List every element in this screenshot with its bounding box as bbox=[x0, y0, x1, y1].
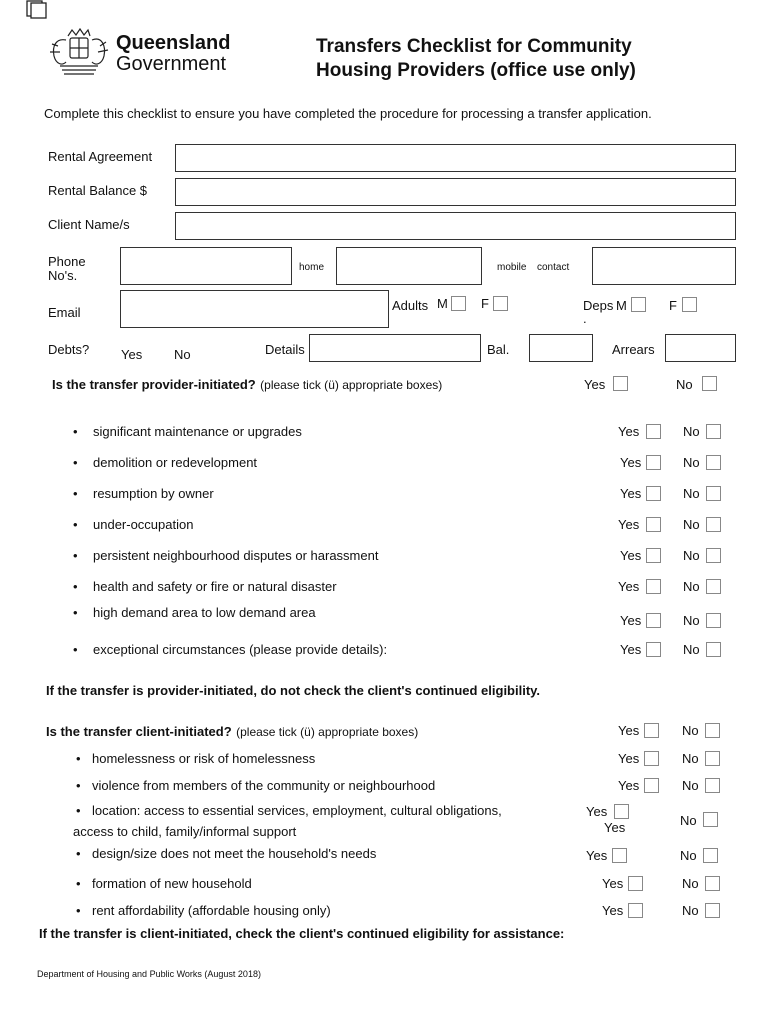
client-item-yes-label: Yes bbox=[618, 751, 640, 766]
client-item-no-label: No bbox=[682, 903, 699, 918]
bullet-icon: • bbox=[76, 903, 81, 918]
client-hint-post: ) appropriate boxes) bbox=[310, 725, 419, 739]
provider-item-yes-label: Yes bbox=[618, 424, 640, 439]
client-item-no-checkbox[interactable] bbox=[703, 848, 718, 863]
phone-label-line1: Phone bbox=[48, 254, 86, 269]
bullet-icon: • bbox=[73, 424, 78, 439]
provider-item-label: exceptional circumstances (please provide details): bbox=[93, 642, 388, 657]
page-title bbox=[316, 35, 636, 83]
provider-item-no-checkbox[interactable] bbox=[706, 486, 721, 501]
provider-note: If the transfer is provider-initiated, do not check the client's continued eligibility. bbox=[46, 683, 541, 698]
debts-yes[interactable]: Yes bbox=[121, 347, 143, 362]
client-item-no-label: No bbox=[682, 778, 699, 793]
deps-label: Deps bbox=[583, 298, 614, 313]
debts-no[interactable]: No bbox=[174, 347, 191, 362]
deps-m-checkbox[interactable] bbox=[631, 297, 646, 312]
provider-item-no-checkbox[interactable] bbox=[706, 548, 721, 563]
bullet-icon: • bbox=[76, 876, 81, 891]
bullet-icon: • bbox=[73, 579, 78, 594]
client-item-label: rent affordability (affordable housing only) bbox=[92, 903, 331, 918]
client-item-no-checkbox[interactable] bbox=[703, 812, 718, 827]
page-title-line2: Housing Providers (office use only) bbox=[316, 60, 636, 81]
bullet-icon: • bbox=[73, 517, 78, 532]
provider-item-yes-checkbox[interactable] bbox=[646, 517, 661, 532]
provider-item-yes-checkbox[interactable] bbox=[646, 579, 661, 594]
provider-item-no-label: No bbox=[683, 517, 700, 532]
client-hint-pre: (please tick ( bbox=[236, 725, 305, 739]
provider-item-no-checkbox[interactable] bbox=[706, 455, 721, 470]
rental-agreement-label: Rental Agreement bbox=[48, 149, 153, 164]
client-note: If the transfer is client-initiated, check the client's continued eligibility for assistance: bbox=[39, 926, 565, 941]
provider-item-yes-label: Yes bbox=[620, 548, 642, 563]
provider-item-yes-checkbox[interactable] bbox=[646, 455, 661, 470]
provider-no-label: No bbox=[676, 377, 693, 392]
client-yes-label: Yes bbox=[618, 723, 640, 738]
phone-label bbox=[48, 255, 86, 283]
client-item-yes-checkbox[interactable] bbox=[612, 848, 627, 863]
debts-label: Debts? bbox=[48, 342, 90, 357]
client-item-yes-label: Yes bbox=[618, 778, 640, 793]
footer: Department of Housing and Public Works (August 2018) bbox=[37, 969, 261, 979]
provider-item-no-label: No bbox=[683, 579, 700, 594]
deps-f-label: F bbox=[669, 298, 677, 313]
provider-item-label: health and safety or fire or natural disaster bbox=[93, 579, 337, 594]
provider-item-label: resumption by owner bbox=[93, 486, 214, 501]
page-title-line1: Transfers Checklist for Community bbox=[316, 36, 632, 57]
tick-glyph: ü bbox=[304, 725, 311, 739]
provider-item-no-label: No bbox=[683, 613, 700, 628]
arrears-field[interactable] bbox=[665, 334, 736, 362]
client-item-label: design/size does not meet the household's needs bbox=[92, 846, 377, 861]
client-names-label: Client Name/s bbox=[48, 217, 130, 232]
home-label: home bbox=[299, 262, 325, 273]
details-label: Details bbox=[265, 342, 305, 357]
client-item-no-label: No bbox=[680, 848, 697, 863]
provider-item-yes-label: Yes bbox=[620, 486, 642, 501]
phone-label-line2: No's. bbox=[48, 268, 78, 283]
provider-item-yes-checkbox[interactable] bbox=[646, 548, 661, 563]
client-item-no-checkbox[interactable] bbox=[705, 778, 720, 793]
phone-mobile-field[interactable] bbox=[336, 247, 482, 285]
client-item-yes-label: Yes bbox=[602, 876, 624, 891]
bullet-icon: • bbox=[73, 642, 78, 657]
client-question bbox=[46, 723, 418, 741]
client-item-label-line2: access to child, family/informal support bbox=[73, 824, 297, 839]
client-names-field[interactable] bbox=[175, 212, 736, 240]
provider-item-label: demolition or redevelopment bbox=[93, 455, 258, 470]
client-item-yes-checkbox[interactable] bbox=[644, 751, 659, 766]
client-item-no-checkbox[interactable] bbox=[705, 903, 720, 918]
client-item-yes-checkbox[interactable] bbox=[614, 804, 629, 819]
client-item-label: formation of new household bbox=[92, 876, 252, 891]
deps-dot: . bbox=[583, 311, 587, 326]
bullet-icon: • bbox=[76, 846, 81, 861]
phone-contact-field[interactable] bbox=[592, 247, 736, 285]
client-item-yes-checkbox[interactable] bbox=[628, 876, 643, 891]
client-item-yes-label: Yes bbox=[602, 903, 624, 918]
coat-of-arms-logo bbox=[46, 26, 110, 78]
bullet-icon: • bbox=[73, 486, 78, 501]
client-item-no-label: No bbox=[680, 813, 697, 828]
details-field[interactable] bbox=[309, 334, 481, 362]
provider-item-yes-label: Yes bbox=[618, 579, 640, 594]
provider-no-checkbox[interactable] bbox=[702, 376, 717, 391]
provider-item-label: persistent neighbourhood disputes or harassment bbox=[93, 548, 379, 563]
bullet-icon: • bbox=[73, 605, 78, 620]
client-item-yes-checkbox[interactable] bbox=[644, 778, 659, 793]
client-item-yes-label: Yes bbox=[586, 848, 608, 863]
provider-item-yes-label: Yes bbox=[618, 517, 640, 532]
client-item-label: violence from members of the community or neighbourhood bbox=[92, 778, 436, 793]
rental-balance-field[interactable] bbox=[175, 178, 736, 206]
provider-item-no-label: No bbox=[683, 642, 700, 657]
bullet-icon: • bbox=[73, 548, 78, 563]
email-label: Email bbox=[48, 305, 81, 320]
provider-hint-post: ) appropriate boxes) bbox=[334, 378, 443, 392]
provider-item-yes-label: Yes bbox=[620, 642, 642, 657]
provider-item-no-label: No bbox=[683, 486, 700, 501]
client-item-yes-label-2: Yes bbox=[604, 820, 626, 835]
mobile-label: mobile bbox=[497, 262, 527, 273]
provider-item-yes-checkbox[interactable] bbox=[646, 486, 661, 501]
provider-item-label: high demand area to low demand area bbox=[93, 605, 316, 620]
document-icon bbox=[26, 0, 50, 20]
adults-f-label: F bbox=[481, 296, 489, 311]
provider-item-yes-checkbox[interactable] bbox=[646, 613, 661, 628]
deps-f-checkbox[interactable] bbox=[682, 297, 697, 312]
provider-item-no-label: No bbox=[683, 548, 700, 563]
provider-item-yes-checkbox[interactable] bbox=[646, 424, 661, 439]
client-item-no-checkbox[interactable] bbox=[705, 876, 720, 891]
client-item-label: homelessness or risk of homelessness bbox=[92, 751, 316, 766]
client-no-label: No bbox=[682, 723, 699, 738]
client-item-no-label: No bbox=[682, 751, 699, 766]
adults-m-checkbox[interactable] bbox=[451, 296, 466, 311]
bullet-icon: • bbox=[76, 803, 81, 818]
provider-question bbox=[52, 376, 442, 394]
provider-item-no-checkbox[interactable] bbox=[706, 424, 721, 439]
provider-item-no-checkbox[interactable] bbox=[706, 579, 721, 594]
provider-item-label: under-occupation bbox=[93, 517, 194, 532]
provider-item-yes-label: Yes bbox=[620, 455, 642, 470]
email-field[interactable] bbox=[120, 290, 389, 328]
provider-question-text: Is the transfer provider-initiated? bbox=[52, 377, 256, 392]
logo-queensland: Queensland bbox=[116, 32, 231, 54]
client-item-label: location: access to essential services, employment, cultural obligations, bbox=[92, 803, 502, 818]
client-item-no-checkbox[interactable] bbox=[705, 751, 720, 766]
provider-item-label: significant maintenance or upgrades bbox=[93, 424, 302, 439]
bal-label: Bal. bbox=[487, 342, 510, 357]
provider-item-yes-checkbox[interactable] bbox=[646, 642, 661, 657]
provider-item-no-checkbox[interactable] bbox=[706, 642, 721, 657]
provider-hint-pre: (please tick ( bbox=[260, 378, 329, 392]
adults-label: Adults bbox=[392, 298, 429, 313]
intro-text: Complete this checklist to ensure you have completed the procedure for processing a transfer application. bbox=[44, 106, 652, 121]
bullet-icon: • bbox=[73, 455, 78, 470]
client-no-checkbox[interactable] bbox=[705, 723, 720, 738]
provider-item-no-label: No bbox=[683, 455, 700, 470]
rental-agreement-field[interactable] bbox=[175, 144, 736, 172]
provider-item-no-label: No bbox=[683, 424, 700, 439]
provider-yes-checkbox[interactable] bbox=[613, 376, 628, 391]
client-item-yes-label: Yes bbox=[586, 804, 608, 819]
provider-yes-label: Yes bbox=[584, 377, 606, 392]
provider-item-yes-label: Yes bbox=[620, 613, 642, 628]
client-item-no-label: No bbox=[682, 876, 699, 891]
logo-government: Government bbox=[116, 53, 227, 75]
tick-glyph: ü bbox=[328, 378, 335, 392]
adults-m-label: M bbox=[437, 296, 448, 311]
bullet-icon: • bbox=[76, 778, 81, 793]
deps-m-label: M bbox=[616, 298, 627, 313]
client-question-text: Is the transfer client-initiated? bbox=[46, 724, 232, 739]
adults-f-checkbox[interactable] bbox=[493, 296, 508, 311]
arrears-label: Arrears bbox=[612, 342, 655, 357]
bullet-icon: • bbox=[76, 751, 81, 766]
phone-home-field[interactable] bbox=[120, 247, 292, 285]
provider-item-no-checkbox[interactable] bbox=[706, 613, 721, 628]
bal-field[interactable] bbox=[529, 334, 593, 362]
client-item-yes-checkbox[interactable] bbox=[628, 903, 643, 918]
provider-item-no-checkbox[interactable] bbox=[706, 517, 721, 532]
client-yes-checkbox[interactable] bbox=[644, 723, 659, 738]
contact-label: contact bbox=[537, 262, 570, 273]
rental-balance-label: Rental Balance $ bbox=[48, 183, 148, 198]
